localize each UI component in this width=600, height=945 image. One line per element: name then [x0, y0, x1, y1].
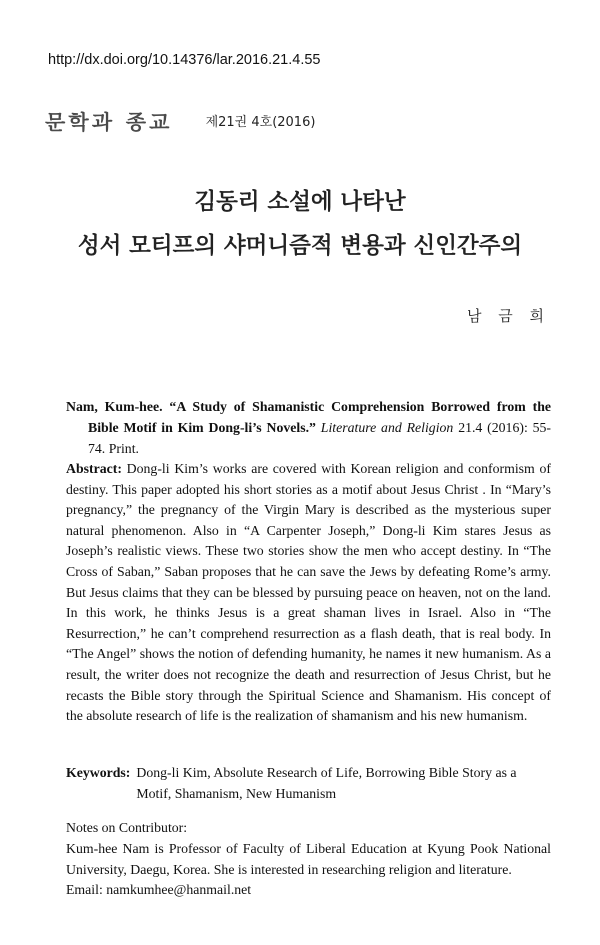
email-label: Email:	[66, 882, 103, 898]
abstract-text: Dong-li Kim’s works are covered with Korean religion and conformism of destiny. This paper adopted his short stories as a motif about Jesus Christ . In “Mary’s pregnancy,” the pregnancy of the Virgin Mary is described as the mysterious super natural phenomenon. Also in “A Carpenter Joseph,” Dong-li Kim stares Jesus as Joseph’s realistic views. These two stories show the men who accept destiny. In “The Cross of Saban,” Saban proposes that he can save the Jews by defeating Rome’s army. But Jesus claims that they can be blessed by pursuing peace on heaven, not on the land. In this work, he thinks Jesus is a great shaman lives in Israel. Also in “The Resurrection,” he can’t comprehend resurrection as a flash death, that is real body. In “The Angel” shows the notion of defending humanity, he names it new humanism. As a result, the writer does not recognize the death and resurrection of Jesus Christ, but he recasts the Bible story through the Spiritual Science and Shamanism. His concept of the absolute research of life is the realization of shamanism and his new humanism.	[66, 461, 551, 724]
author-name: 남 금 희	[466, 307, 550, 325]
citation-journal: Literature and Religion	[320, 420, 454, 435]
doi-link[interactable]: http://dx.doi.org/10.14376/lar.2016.21.4.55	[48, 52, 321, 68]
abstract	[66, 459, 551, 727]
notes-heading: Notes on Contributor:	[66, 820, 188, 835]
keywords-text: Dong-li Kim, Absolute Research of Life, Borrowing Bible Story as a Motif, Shamanism, New Humanism	[136, 765, 517, 801]
contributor-notes	[66, 818, 551, 901]
journal-logo: 문학과 종교	[44, 110, 173, 134]
citation-authors: Nam, Kum-hee.	[66, 399, 163, 414]
issue-info: 제21권 4호(2016)	[205, 115, 316, 130]
citation-details: 21.4 (2016): 55-74. Print.	[88, 420, 552, 456]
notes-text: Kum-hee Nam is Professor of Faculty of Liberal Education at Kyung Pook National University, Daegu, Korea. She is interested in researching religion and literature.	[66, 840, 551, 877]
email-link[interactable]: namkumhee@hanmail.net	[106, 882, 252, 898]
journal-header	[44, 106, 316, 135]
keywords-label: Keywords:	[66, 765, 131, 780]
abstract-label: Abstract:	[66, 461, 122, 476]
citation-title: “A Study of Shamanistic Comprehension Borrowed from the Bible Motif in Kim Dong-li’s Novels.”	[88, 399, 551, 435]
paper-title-line-1: 김동리 소설에 나타난	[194, 189, 406, 215]
paper-title-line-2: 성서 모티프의 샤머니즘적 변용과 신인간주의	[77, 233, 523, 259]
citation	[66, 396, 551, 459]
email-line	[66, 880, 551, 901]
keywords	[66, 762, 551, 804]
